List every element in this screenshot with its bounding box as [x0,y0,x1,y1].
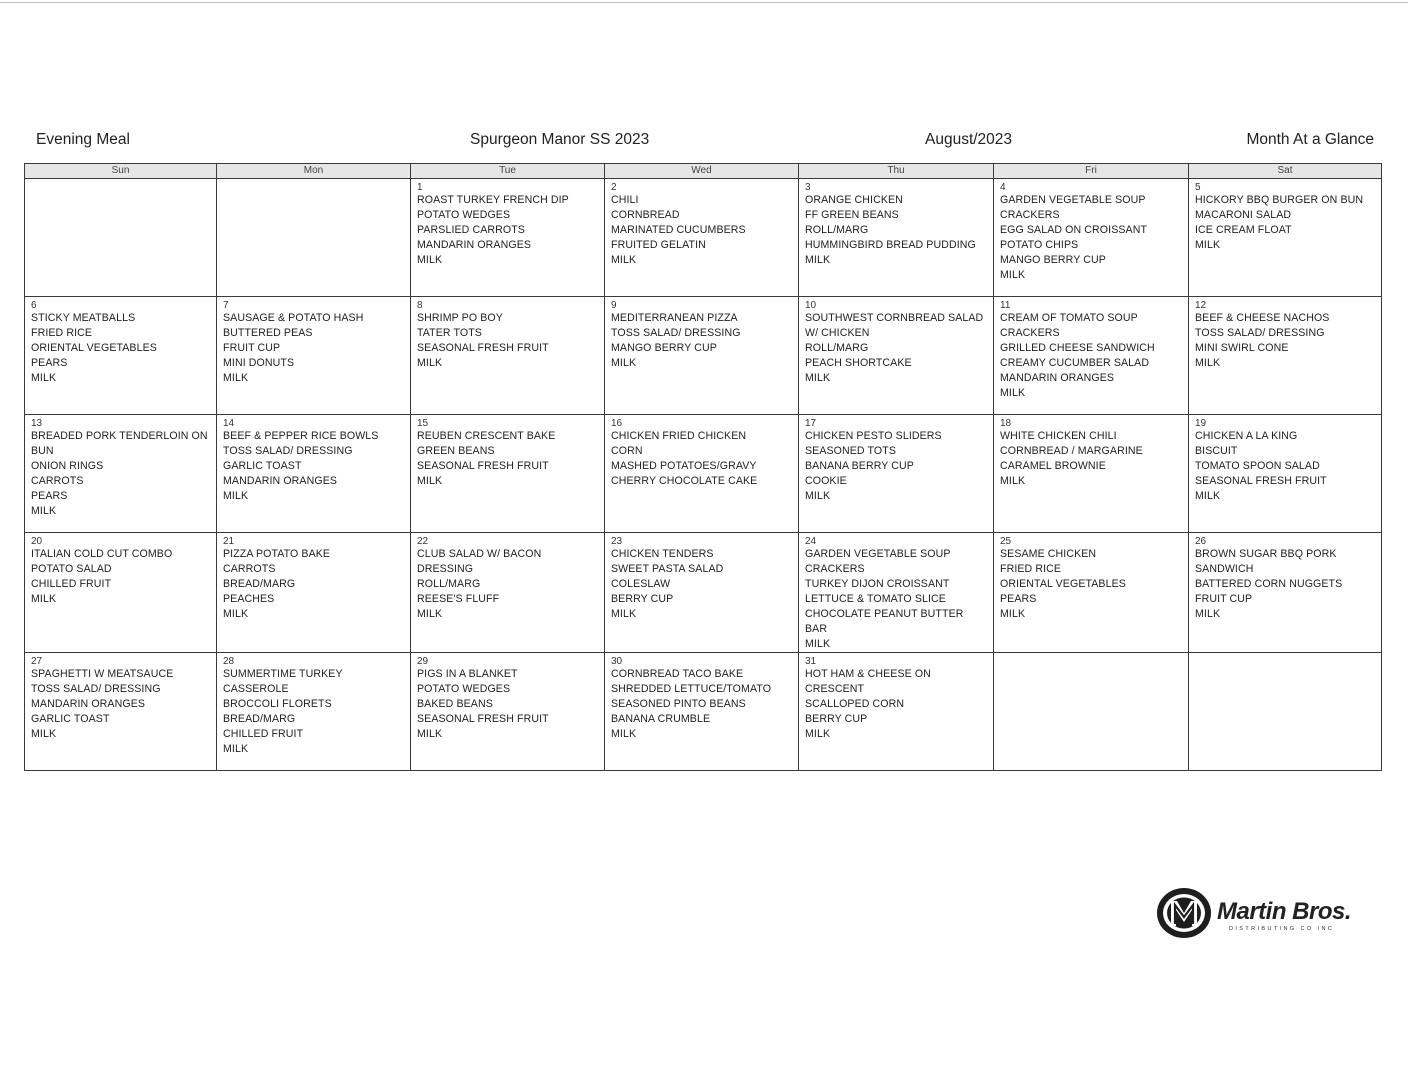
menu-item: CORNBREAD [611,209,680,221]
menu-item: GARDEN VEGETABLE SOUP [1000,194,1146,206]
menu-item: MILK [417,254,443,266]
day-number: 11 [1000,300,1011,311]
menu-item: MILK [417,608,443,620]
menu-item: SEASONAL FRESH FRUIT [1195,475,1327,487]
week-row [25,297,1382,415]
menu-item: MINI SWIRL CONE [1195,342,1289,354]
calendar-header [24,131,1374,155]
menu-item: BEEF & CHEESE NACHOS [1195,312,1330,324]
menu-item: CASSEROLE [223,683,289,695]
menu-item: MILK [31,372,57,384]
menu-item: CRESCENT [805,683,865,695]
menu-item: ROAST TURKEY FRENCH DIP [417,194,569,206]
menu-item: MACARONI SALAD [1195,209,1292,221]
menu-item: GARLIC TOAST [31,713,110,725]
view-title: Month At a Glance [1246,131,1374,148]
menu-item: SWEET PASTA SALAD [611,563,724,575]
menu-item: PEARS [31,357,68,369]
menu-item: CORNBREAD TACO BAKE [611,668,744,680]
menu-item: SESAME CHICKEN [1000,548,1097,560]
menu-item: PIZZA POTATO BAKE [223,548,331,560]
day-cell [217,653,411,771]
menu-item: ROLL/MARG [417,578,481,590]
weekday-header: Sun [25,164,217,179]
day-cell [411,179,605,297]
menu-item: DRESSING [417,563,474,575]
day-number: 15 [417,418,429,429]
day-cell [799,179,994,297]
weekday-header-row [25,164,1382,179]
menu-item: SEASONAL FRESH FRUIT [417,460,549,472]
menu-item: PEACHES [223,593,275,605]
empty-day-cell [217,179,411,297]
day-cell [217,415,411,533]
menu-item: MASHED POTATOES/GRAVY [611,460,757,472]
menu-item: SAUSAGE & POTATO HASH [223,312,364,324]
menu-item: CHILLED FRUIT [31,578,112,590]
menu-item: SOUTHWEST CORNBREAD SALAD [805,312,984,324]
menu-item: CARROTS [31,475,84,487]
menu-item: CHILI [611,194,639,206]
martin-bros-logo-icon [1155,886,1213,940]
menu-item: SEASONED TOTS [805,445,896,457]
menu-item: BUTTERED PEAS [223,327,313,339]
menu-item: REUBEN CRESCENT BAKE [417,430,556,442]
day-number: 18 [1000,418,1012,429]
month-title: August/2023 [925,131,1013,148]
week-row [25,533,1382,653]
empty-day-cell [1189,653,1382,771]
day-number: 1 [417,182,423,193]
menu-item: SANDWICH [1195,563,1254,575]
menu-item: HOT HAM & CHEESE ON [805,668,931,680]
menu-item: BROCCOLI FLORETS [223,698,332,710]
menu-item: BREAD/MARG [223,713,296,725]
weekday-header: Mon [217,164,411,179]
menu-item: BANANA BERRY CUP [805,460,914,472]
menu-item: SHREDDED LETTUCE/TOMATO [611,683,772,695]
day-cell [25,297,217,415]
menu-item: BREAD/MARG [223,578,296,590]
menu-item: CRACKERS [1000,209,1060,221]
weekday-header: Sat [1189,164,1382,179]
menu-item: PEACH SHORTCAKE [805,357,912,369]
menu-item: BERRY CUP [805,713,868,725]
menu-item: COOKIE [805,475,847,487]
menu-item: MILK [805,372,831,384]
day-cell [25,533,217,653]
menu-item: CLUB SALAD W/ BACON [417,548,542,560]
day-number: 12 [1195,300,1207,311]
day-number: 17 [805,418,817,429]
top-edge-line [0,2,1408,3]
week-row [25,653,1382,771]
menu-item: ITALIAN COLD CUT COMBO [31,548,173,560]
menu-item: CHILLED FRUIT [223,728,304,740]
day-number: 22 [417,536,429,547]
empty-day-cell [25,179,217,297]
day-cell [994,415,1189,533]
menu-item: BANANA CRUMBLE [611,713,711,725]
day-cell [994,533,1189,653]
weekday-header: Tue [411,164,605,179]
day-number: 3 [805,182,811,193]
day-cell [1189,415,1382,533]
menu-item: CHICKEN FRIED CHICKEN [611,430,747,442]
day-cell [1189,179,1382,297]
menu-item: MILK [611,608,637,620]
menu-item: TATER TOTS [417,327,482,339]
menu-item: MILK [223,372,249,384]
menu-item: TOSS SALAD/ DRESSING [31,683,161,695]
day-number: 26 [1195,536,1207,547]
menu-item: SEASONAL FRESH FRUIT [417,713,549,725]
menu-item: FRUIT CUP [1195,593,1253,605]
menu-item: TOMATO SPOON SALAD [1195,460,1320,472]
meal-type-title: Evening Meal [36,131,130,148]
menu-item: CHICKEN A LA KING [1195,430,1298,442]
menu-item: CARAMEL BROWNIE [1000,460,1106,472]
weekday-header: Thu [799,164,994,179]
day-cell [799,297,994,415]
menu-item: MANDARIN ORANGES [31,698,146,710]
menu-item: SPAGHETTI W MEATSAUCE [31,668,174,680]
day-cell [411,415,605,533]
menu-item: PARSLIED CARROTS [417,224,525,236]
menu-item: GRILLED CHEESE SANDWICH [1000,342,1155,354]
menu-item: CRACKERS [805,563,865,575]
menu-item: MILK [31,728,57,740]
menu-item: BAR [805,623,828,635]
menu-item: FRIED RICE [1000,563,1062,575]
menu-item: PIGS IN A BLANKET [417,668,518,680]
week-row [25,415,1382,533]
menu-item: STICKY MEATBALLS [31,312,136,324]
menu-item: SEASONED PINTO BEANS [611,698,746,710]
menu-item: CHICKEN PESTO SLIDERS [805,430,942,442]
menu-item: TOSS SALAD/ DRESSING [1195,327,1325,339]
logo-subtitle: DISTRIBUTING CO INC [1229,926,1335,932]
menu-item: TOSS SALAD/ DRESSING [611,327,741,339]
menu-item: CREAM OF TOMATO SOUP [1000,312,1138,324]
menu-item: SCALLOPED CORN [805,698,905,710]
menu-item: MILK [1195,490,1221,502]
day-cell [605,533,799,653]
menu-calendar [24,163,1382,771]
menu-item: POTATO SALAD [31,563,112,575]
day-number: 10 [805,300,817,311]
day-number: 28 [223,656,235,667]
day-number: 27 [31,656,43,667]
menu-item: MANDARIN ORANGES [417,239,532,251]
menu-item: MILK [223,743,249,755]
menu-item: MILK [417,357,443,369]
weekday-header: Fri [994,164,1189,179]
menu-item: MILK [417,728,443,740]
menu-item: MARINATED CUCUMBERS [611,224,746,236]
menu-item: TOSS SALAD/ DRESSING [223,445,353,457]
facility-title: Spurgeon Manor SS 2023 [470,131,650,148]
menu-item: POTATO CHIPS [1000,239,1079,251]
menu-item: FRUIT CUP [223,342,281,354]
day-cell [994,297,1189,415]
menu-item: MILK [1195,357,1221,369]
menu-item: CHOCOLATE PEANUT BUTTER [805,608,964,620]
menu-item: CORNBREAD / MARGARINE [1000,445,1143,457]
day-number: 29 [417,656,429,667]
menu-item: CREAMY CUCUMBER SALAD [1000,357,1150,369]
logo-wordmark: Martin Bros. [1217,898,1352,925]
menu-item: MILK [223,490,249,502]
day-cell [605,415,799,533]
menu-item: CORN [611,445,643,457]
day-cell [799,415,994,533]
day-number: 21 [223,536,235,547]
day-number: 23 [611,536,623,547]
menu-item: ORIENTAL VEGETABLES [1000,578,1126,590]
day-cell [25,653,217,771]
menu-item: MILK [1000,269,1026,281]
day-number: 14 [223,418,235,429]
day-cell [1189,297,1382,415]
day-number: 19 [1195,418,1207,429]
day-number: 8 [417,300,423,311]
menu-item: CHERRY CHOCOLATE CAKE [611,475,758,487]
martin-bros-logo [1155,886,1385,942]
menu-item: MILK [1195,239,1221,251]
menu-item: ROLL/MARG [805,342,869,354]
day-cell [411,297,605,415]
menu-item: FF GREEN BEANS [805,209,899,221]
menu-item: MANGO BERRY CUP [1000,254,1106,266]
menu-item: ICE CREAM FLOAT [1195,224,1292,236]
menu-item: CARROTS [223,563,276,575]
day-cell [994,179,1189,297]
menu-item: GARDEN VEGETABLE SOUP [805,548,951,560]
menu-item: HICKORY BBQ BURGER ON BUN [1195,194,1364,206]
day-number: 24 [805,536,817,547]
menu-item: MILK [805,490,831,502]
menu-item: ORANGE CHICKEN [805,194,903,206]
menu-item: MILK [31,593,57,605]
menu-item: CRACKERS [1000,327,1060,339]
menu-item: W/ CHICKEN [805,327,870,339]
menu-item: MILK [805,254,831,266]
day-cell [1189,533,1382,653]
menu-item: BISCUIT [1195,445,1238,457]
day-number: 4 [1000,182,1006,193]
menu-item: GREEN BEANS [417,445,495,457]
menu-item: TURKEY DIJON CROISSANT [805,578,950,590]
day-cell [605,179,799,297]
menu-item: MILK [805,728,831,740]
day-cell [799,653,994,771]
menu-item: ONION RINGS [31,460,104,472]
menu-item: FRIED RICE [31,327,93,339]
menu-item: BAKED BEANS [417,698,493,710]
menu-item: CHICKEN TENDERS [611,548,714,560]
menu-item: MILK [1195,608,1221,620]
week-row [25,179,1382,297]
menu-item: BROWN SUGAR BBQ PORK [1195,548,1337,560]
menu-item: PEARS [31,490,68,502]
day-number: 20 [31,536,43,547]
menu-item: FRUITED GELATIN [611,239,706,251]
menu-item: MANDARIN ORANGES [1000,372,1115,384]
menu-item: SHRIMP PO BOY [417,312,503,324]
menu-item: MILK [1000,387,1026,399]
menu-item: MILK [611,254,637,266]
day-number: 7 [223,300,229,311]
menu-item: MILK [223,608,249,620]
weekday-header: Wed [605,164,799,179]
menu-item: SEASONAL FRESH FRUIT [417,342,549,354]
day-cell [411,653,605,771]
day-number: 2 [611,182,617,193]
menu-item: WHITE CHICKEN CHILI [1000,430,1117,442]
day-number: 16 [611,418,623,429]
menu-item: ROLL/MARG [805,224,869,236]
menu-item: REESE'S FLUFF [417,593,500,605]
menu-item: ORIENTAL VEGETABLES [31,342,157,354]
menu-item: LETTUCE & TOMATO SLICE [805,593,946,605]
day-number: 30 [611,656,623,667]
menu-item: SUMMERTIME TURKEY [223,668,343,680]
menu-item: MANDARIN ORANGES [223,475,338,487]
menu-item: PEARS [1000,593,1037,605]
menu-item: HUMMINGBIRD BREAD PUDDING [805,239,976,251]
day-cell [411,533,605,653]
menu-item: MILK [417,475,443,487]
menu-item: MANGO BERRY CUP [611,342,717,354]
day-cell [799,533,994,653]
menu-item: MINI DONUTS [223,357,295,369]
menu-item: BUN [31,445,54,457]
day-number: 13 [31,418,43,429]
menu-item: MILK [611,728,637,740]
menu-item: POTATO WEDGES [417,683,511,695]
menu-item: MILK [1000,608,1026,620]
day-cell [605,297,799,415]
day-number: 9 [611,300,617,311]
day-number: 25 [1000,536,1012,547]
day-number: 5 [1195,182,1201,193]
menu-item: GARLIC TOAST [223,460,302,472]
menu-item: MEDITERRANEAN PIZZA [611,312,738,324]
day-number: 6 [31,300,37,311]
menu-item: MILK [611,357,637,369]
menu-item: BERRY CUP [611,593,674,605]
day-cell [25,415,217,533]
menu-item: BEEF & PEPPER RICE BOWLS [223,430,379,442]
day-cell [217,533,411,653]
menu-item: BREADED PORK TENDERLOIN ON [31,430,208,442]
menu-item: MILK [1000,475,1026,487]
menu-item: MILK [31,505,57,517]
day-cell [605,653,799,771]
day-cell [217,297,411,415]
menu-item: POTATO WEDGES [417,209,511,221]
menu-item: EGG SALAD ON CROISSANT [1000,224,1148,236]
menu-item: BATTERED CORN NUGGETS [1195,578,1343,590]
menu-item: MILK [805,638,831,650]
menu-item: COLESLAW [611,578,671,590]
empty-day-cell [994,653,1189,771]
day-number: 31 [805,656,817,667]
